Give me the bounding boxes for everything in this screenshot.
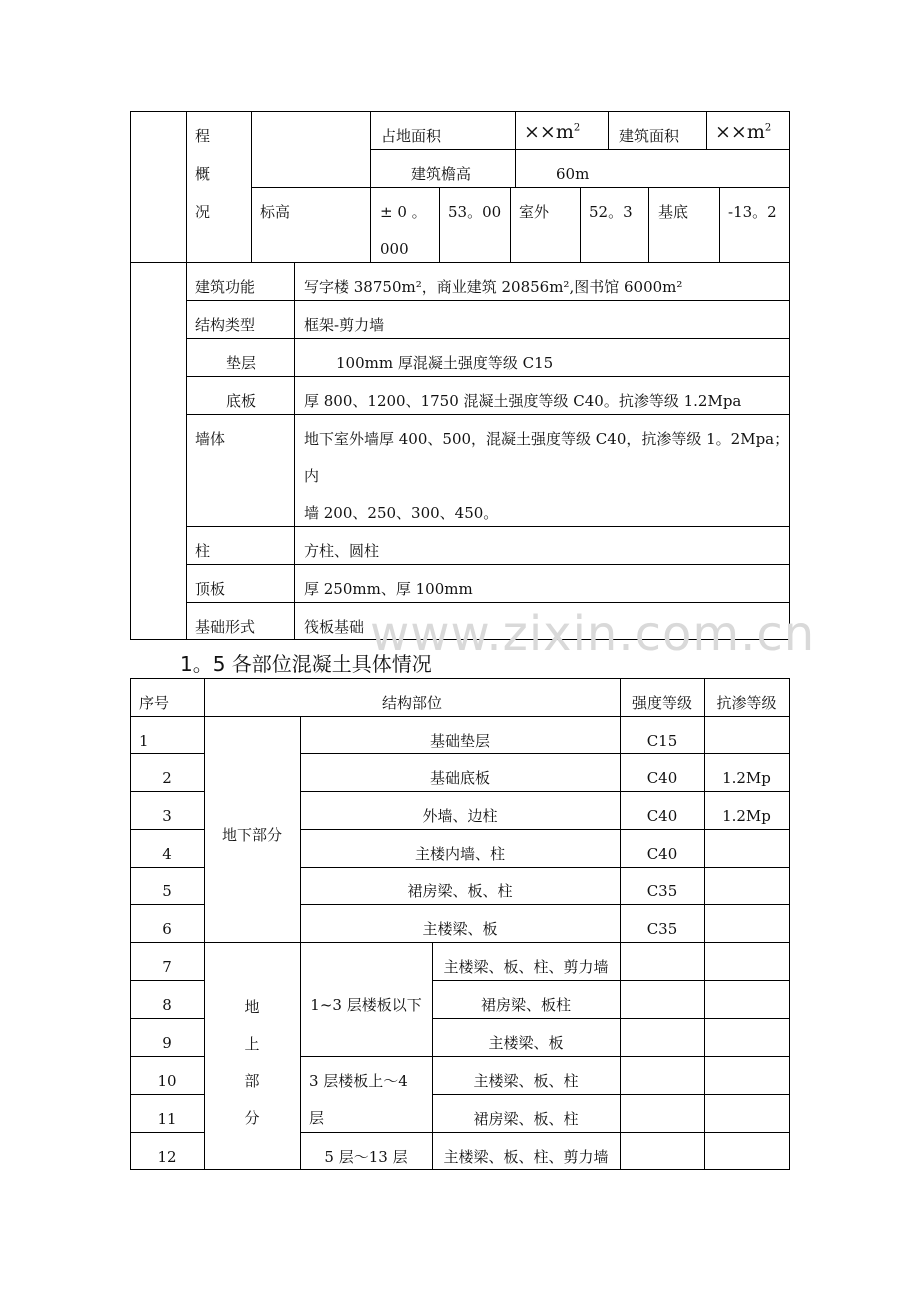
structure-value-wall-line2: 内 — [304, 467, 320, 485]
row-element: 主楼梁、板 — [422, 920, 498, 938]
structure-value-cushion: 100mm 厚混凝土强度等级 C15 — [336, 354, 554, 372]
row-element: 裙房梁、板、柱 — [407, 882, 513, 900]
row-no: 7 — [162, 958, 172, 976]
site-area-value: $\times\times m^2$ — [524, 121, 581, 143]
row-element: 基础垫层 — [429, 732, 490, 750]
structure-value-wall-line3: 墙 200、250、300、450。 — [304, 504, 499, 522]
row-element: 主楼内墙、柱 — [414, 845, 505, 863]
structure-label-column: 柱 — [195, 542, 211, 560]
group-aboveground-char-3: 部 — [244, 1072, 260, 1090]
row-seepage: 1.2Mp — [722, 807, 771, 825]
row-element: 外墙、边柱 — [422, 807, 498, 825]
group-floors-3-4-line1: 3 层楼板上～4 — [309, 1072, 408, 1090]
group-aboveground-char-1: 地 — [244, 998, 260, 1016]
group-aboveground-char-4: 分 — [244, 1109, 260, 1127]
structure-label-roof-slab: 顶板 — [195, 580, 226, 598]
structure-value-type: 框架-剪力墙 — [304, 316, 385, 334]
elevation-label: 标高 — [260, 203, 291, 221]
row-no: 4 — [162, 845, 172, 863]
row-no: 3 — [162, 807, 172, 825]
row-no: 6 — [162, 920, 172, 938]
row-no: 8 — [162, 996, 172, 1014]
row-no: 10 — [157, 1072, 177, 1090]
watermark: www.zixin.com.cn — [370, 606, 816, 662]
row-no: 12 — [157, 1148, 177, 1166]
row-element: 主楼梁、板 — [488, 1034, 564, 1052]
header-part: 结构部位 — [381, 694, 442, 712]
structure-label-wall: 墙体 — [195, 430, 226, 448]
group-floors-1-3: 1~3 层楼板以下 — [310, 996, 422, 1014]
row-no: 9 — [162, 1034, 172, 1052]
base-label: 基底 — [658, 203, 689, 221]
row-no: 5 — [162, 882, 172, 900]
row-seepage: 1.2Mp — [722, 769, 771, 787]
row-strength: C15 — [646, 732, 678, 750]
group-floors-5-13: 5 层～13 层 — [324, 1148, 408, 1166]
overview-section-char-2: 概 — [195, 165, 211, 183]
elevation-zero-line1: ± 0 。 — [380, 203, 427, 221]
group-underground: 地下部分 — [221, 826, 282, 844]
elevation-zero-line2: 000 — [380, 240, 409, 258]
site-area-label: 占地面积 — [381, 127, 442, 145]
row-no: 11 — [157, 1110, 177, 1128]
row-strength: C35 — [646, 920, 678, 938]
structure-value-wall-line1: 地下室外墙厚 400、500，混凝土强度等级 C40，抗渗等级 1。2Mpa； — [304, 430, 790, 448]
group-floors-3-4-line2: 层 — [309, 1109, 325, 1127]
row-strength: C40 — [646, 807, 678, 825]
section-heading: 1。5 各部位混凝土具体情况 — [180, 652, 432, 676]
row-element: 主楼梁、板、柱、剪力墙 — [443, 1148, 609, 1166]
overview-section-char-3: 况 — [195, 203, 211, 221]
structure-label-floor-slab: 底板 — [226, 392, 257, 410]
structure-value-foundation: 筏板基础 — [304, 618, 365, 636]
row-strength: C35 — [646, 882, 678, 900]
header-seepage: 抗渗等级 — [716, 694, 777, 712]
group-aboveground-char-2: 上 — [244, 1035, 260, 1053]
overview-section-char-1: 程 — [195, 127, 211, 145]
row-strength: C40 — [646, 845, 678, 863]
row-no: 1 — [139, 732, 149, 750]
floor-area-label: 建筑面积 — [619, 127, 680, 145]
outdoor-value: 52。3 — [589, 203, 633, 221]
structure-label-foundation: 基础形式 — [195, 618, 256, 636]
outdoor-label: 室外 — [519, 203, 550, 221]
structure-value-floor-slab: 厚 800、1200、1750 混凝土强度等级 C40。抗渗等级 1.2Mpa — [304, 392, 742, 410]
structure-value-function: 写字楼 38750m²，商业建筑 20856m²,图书馆 6000m² — [304, 278, 683, 296]
row-element: 裙房梁、板柱 — [480, 996, 571, 1014]
row-element: 主楼梁、板、柱、剪力墙 — [443, 958, 609, 976]
eave-height-value: 60m — [556, 165, 590, 183]
row-element: 主楼梁、板、柱 — [473, 1072, 579, 1090]
structure-label-function: 建筑功能 — [195, 278, 256, 296]
elevation-zero-value: 53。00 — [448, 203, 502, 221]
eave-height-label: 建筑檐高 — [411, 165, 472, 183]
row-element: 裙房梁、板、柱 — [473, 1110, 579, 1128]
structure-label-cushion: 垫层 — [226, 354, 257, 372]
header-strength: 强度等级 — [631, 694, 692, 712]
floor-area-value: $\times\times m^2$ — [715, 121, 772, 143]
structure-value-column: 方柱、圆柱 — [304, 542, 380, 560]
base-value: -13。2 — [728, 203, 777, 221]
row-no: 2 — [162, 769, 172, 787]
header-no: 序号 — [139, 694, 170, 712]
row-element: 基础底板 — [429, 769, 490, 787]
row-strength: C40 — [646, 769, 678, 787]
structure-label-type: 结构类型 — [195, 316, 256, 334]
structure-value-roof-slab: 厚 250mm、厚 100mm — [304, 580, 473, 598]
